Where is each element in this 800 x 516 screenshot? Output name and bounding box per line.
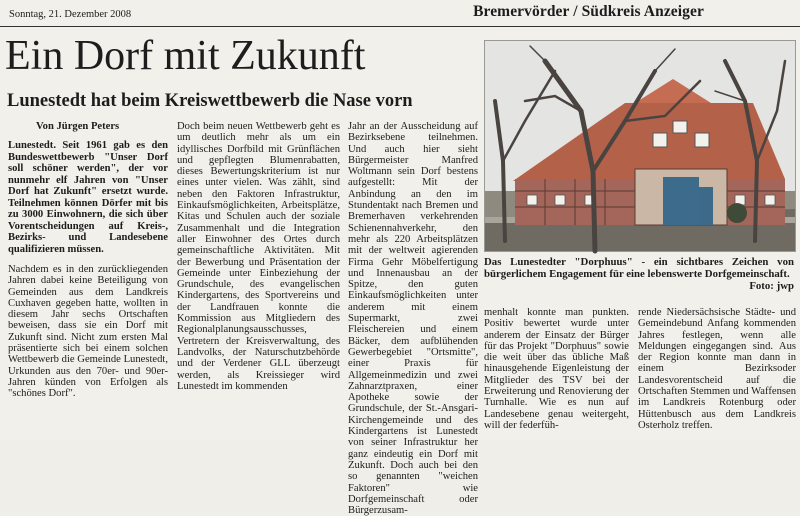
column-text: menhalt konnte man punkten. Positiv bewertet wurde unter anderem der Einsatz der Bürger für das Projekt "Dorphuus" sowie die weit über das übliche Maß hinausgehende Eigenleistung der Mitglieder des TSV bei der Erweiterung und Renovierung der Turnhalle. Wie es nun auf Landesebene genau weitergeht, will der federfüh- <box>484 307 629 431</box>
article-headline: Ein Dorf mit Zukunft <box>5 33 366 79</box>
newspaper-section-title: Bremervörder / Südkreis Anzeiger <box>473 3 704 20</box>
column-text: Jahr an der Ausscheidung auf Bezirksebene teilnehmen. Und auch hier sieht Bürgermeister Manfred Woltmann sein Dorf bestens aufgestellt: Mit der Anbindung an den im Stundentakt nach Bremen und Bremerhaven verkehrenden Schienennahverkehr, den mehr als 220 Arbeitsplätzen mit der weltweit agierenden Firma Gehr Möbelfertigung und Innenausbau an der Spitze, den guten Einkaufsmöglichkeiten unter anderem mit einem Supermarkt, zwei Fleischereien und einem Bäcker, dem aufblühenden Gewerbegebiet "Ortsmitte", einer Praxis für Allgemeinmedizin und zwei Zahnarztpraxen, einer Apotheke sowie der Grundschule, der St.-Ansgari-Kirchengemeinde und des Kindergartens ist Lunestedt von seiner Infrastruktur her ganz eindeutig ein Dorf mit Zukunft. Doch auch bei den so genannten "weichen Faktoren" wie Dorfgemeinschaft oder Bürgerzusam- <box>348 121 478 516</box>
article-lead <box>8 140 168 260</box>
article-column-2 <box>177 121 340 440</box>
column-text: Doch beim neuen Wettbewerb geht es um deutlich mehr als um ein idyllisches Dorfbild mit Grünflächen und gepflegten Blumenrabatten, dieses Bewertungskriterium ist nur eines unter vielen. Was zählt, sind neben den Faktoren Infrastruktur, Einkaufsmöglichkeiten, Arbeitsplätze, Kitas und Schulen auch der soziale Zusammenhalt und die Integration aller Einwohner des Ortes durch gemeinschaftliche Aktivitäten. Mit der Bewerbung und Präsentation der Gemeinde unter Einbeziehung der Grundschule, des evangelischen Kindergartens, des Sportvereins und der Landfrauen konnte die Kommission aus Mitgliedern des Regionalplanungsausschusses, Vertretern der Kreisverwaltung, des Landvolks, der Naturschutzbehörde und der Verdener GLL überzeugt werden, als Kreissieger wird Lunestedt im kommenden <box>177 121 340 392</box>
article-byline: Von Jürgen Peters <box>36 121 120 132</box>
photo-credit: Foto: jwp <box>749 280 794 292</box>
dorphuus-photo-illustration <box>485 41 795 251</box>
page-header <box>0 0 800 27</box>
barn-door <box>663 177 699 225</box>
photo-caption: Das Lunestedter "Dorphuus" - ein sichtbares Zeichen von bürgerlichem Engagement für eine lebenswerte Dorfgemeinschaft. <box>484 256 794 280</box>
article-column-4 <box>484 307 629 440</box>
article-photo <box>484 40 796 252</box>
article-column-5 <box>638 307 796 440</box>
issue-date: Sonntag, 21. Dezember 2008 <box>9 9 132 20</box>
lead-paragraph: Lunestedt. Seit 1961 gab es den Bundeswettbewerb "Unser Dorf soll schöner werden", der vor nunmehr elf Jahren von "Unser Dorf hat Zukunft" ersetzt wurde. Teilnehmen können Dörfer mit bis zu 3000 Einwohnern, die sich über Vorentscheidungen auf Kreis-, Bezirks- und Landesebene qualifizieren müssen. <box>8 140 168 255</box>
article-column-3 <box>348 121 478 516</box>
column-text: rende Niedersächsische Städte- und Gemeindebund Anfang kommenden Jahres festlegen, wenn alle Meldungen eingegangen sind. Aus der Region konnte man dann in einem Bezirksoder Landesvorentscheid auf die Ortschaften Stemmen und Waffensen im Landkreis Rotenburg oder Hüttenbusch aus dem Landkreis Osterholz treffen. <box>638 307 796 431</box>
article-subheadline: Lunestedt hat beim Kreiswettbewerb die Nase vorn <box>7 91 413 111</box>
article-column-1 <box>8 264 168 440</box>
column-text: Nachdem es in den zurückliegenden Jahren dabei keine Beteiligung von Gemeinden aus dem Landkreis Cuxhaven gegeben hatte, wollten in diesem Jahr sechs Ortschaften beweisen, dass sie ein Dorf mit Zukunft sind. Nicht zum ersten Mal präsentierte sich bei einem solchen Wettbewerb die Gemeinde Lunestedt, Urkunden aus den 70er- und 90er-Jahren künden von Erfolgen als "schönes Dorf". <box>8 264 168 400</box>
